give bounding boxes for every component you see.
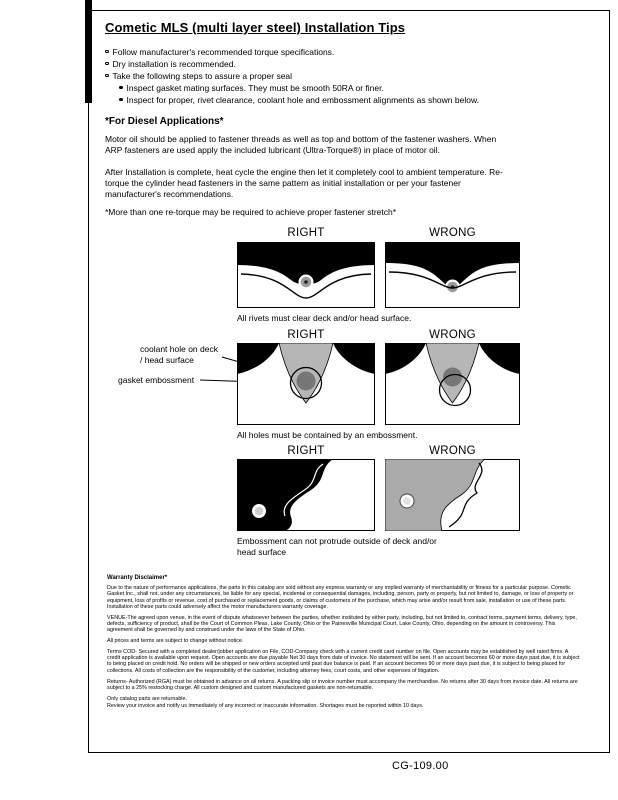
warranty-section	[107, 575, 581, 714]
coolant-right-diagram	[237, 343, 375, 425]
page-title: Cometic MLS (multi layer steel) Installation Tips	[105, 20, 406, 35]
warranty-paragraph: VENUE-The agreed upon venue, in the event of dispute whatsoever between the parties, whether instituted by either party, including, but not limited to, contract terms, payment terms, delivery, type, defects, sufficiency of product, shall be the Court of Common Pleas, Lake County, Ohio or the Painesville Municipal Court, Lake County, Ohio, depending on the amount in controversy. This agreement shall be governed by and construed under the laws of the State of Ohio.	[107, 614, 577, 634]
retorque-note: *More than one re-torque may be required to achieve proper fastener stretch*	[105, 207, 397, 217]
wrong-label: WRONG	[429, 227, 476, 239]
tip-text: Inspect for proper, rivet clearance, coolant hole and embossment alignments as shown below.	[126, 95, 479, 105]
right-label: RIGHT	[287, 329, 325, 341]
tip-text: Take the following steps to assure a proper seal	[112, 71, 293, 81]
diesel-paragraph-1: Motor oil should be applied to fastener threads as well as top and bottom of the fastener washers. When ARP fasteners are used apply the included lubricant (Ultra-Torque®) in place of motor oil.	[105, 134, 497, 155]
coolant-wrong-diagram	[385, 343, 520, 425]
warranty-paragraph: Terms COD- Secured with a completed dealer/jobber application on File, COD-Company check with a current credit card number on file. Open accounts may be established by well rated firms. A credit application is available upon request. Open accounts are due payable Net 30 days from date of invoice. No statement will be sent. If an account becomes 60 or more days past due, it is subject to being placed on credit hold. No orders will be shipped or new orders accepted until past due balance is paid. If an account becomes 90 or more days past due, it is subject to being placed for collections. All costs of collection are the responsibility of the customer, including attorney fees, court costs, and other expenses of litigation.	[107, 648, 580, 674]
tip-sub-item	[119, 94, 565, 106]
open-circle-bullet-icon	[105, 74, 109, 78]
tip-text: Dry installation is recommended.	[112, 59, 236, 69]
tip-item	[105, 58, 565, 70]
embossment-right-diagram	[237, 459, 375, 531]
right-label: RIGHT	[287, 445, 325, 457]
open-circle-bullet-icon	[105, 50, 109, 54]
gasket-embossment-label: gasket embossment	[118, 375, 195, 385]
rivet-wrong-diagram	[385, 242, 520, 308]
diesel-applications-heading: *For Diesel Applications*	[105, 116, 224, 127]
rivet-right-diagram	[237, 242, 375, 308]
warranty-heading: Warranty Disclaimer*	[107, 575, 168, 581]
filled-bullet-icon	[119, 98, 123, 102]
warranty-paragraph: Due to the nature of performance applications, the parts in this catalog are sold without any express warranty or any implied warranty of merchantability or fitness for a particular purpose. Cometic Gasket Inc., shall not, under any circumstances, be liable for any special, incidental or consequential damages, including, person, party or property, but not limited to, damage, or loss of property or equipment, loss of profits or revenue, cost of purchased or replacement goods, or claims of customers of the purchase, which may arise and/or result from sale, installation or use of these parts. Installation of these parts could adversely affect the motor manufacturers warranty coverage.	[107, 585, 574, 610]
warranty-paragraph: All prices and terms are subject to change without notice.	[107, 638, 244, 645]
tip-item	[105, 70, 565, 82]
embossment-wrong-diagram	[385, 459, 520, 531]
filled-bullet-icon	[119, 86, 123, 90]
warranty-paragraph: Returns- Authorized (RGA) must be obtained in advance on all returns. A packing slip or invoice number must accompany the merchandise. No returns after 30 days from invoice date. All returns are subject to a 25% restocking charge. All custom designed and custom manufactured gaskets are non-returnable.	[107, 678, 578, 691]
warranty-paragraph: Review your invoice and notify us immediately of any incorrect or inaccurate information. Shortages must be reported within 10 days.	[107, 703, 424, 710]
tip-text: Follow manufacturer's recommended torque specifications.	[112, 47, 335, 57]
page-code: CG-109.00	[392, 760, 449, 772]
coolant-hole-label: coolant hole on deck / head surface	[140, 344, 218, 365]
holes-caption: All holes must be contained by an embossment.	[237, 430, 418, 440]
diesel-paragraph-2: After Installation is complete, heat cycle the engine then let it completely cool to ambient temperature. Re-torque the cylinder head fasteners in the same pattern as initial installation or per your fastener manufacturer's recommendations.	[105, 167, 503, 199]
wrong-label: WRONG	[429, 329, 476, 341]
binding-mark	[85, 0, 92, 103]
tip-text: Inspect gasket mating surfaces. They must be smooth 50RA or finer.	[126, 83, 384, 93]
tip-item	[105, 46, 565, 58]
right-label: RIGHT	[287, 227, 325, 239]
wrong-label: WRONG	[429, 445, 476, 457]
open-circle-bullet-icon	[105, 62, 109, 66]
rivet-caption: All rivets must clear deck and/or head surface.	[237, 313, 412, 323]
warranty-paragraph: Only catalog parts are returnable.	[107, 695, 188, 702]
embossment-caption: Embossment can not protrude outside of deck and/or head surface	[237, 536, 437, 557]
tip-sub-item	[119, 82, 565, 94]
installation-tips-list	[105, 46, 565, 106]
